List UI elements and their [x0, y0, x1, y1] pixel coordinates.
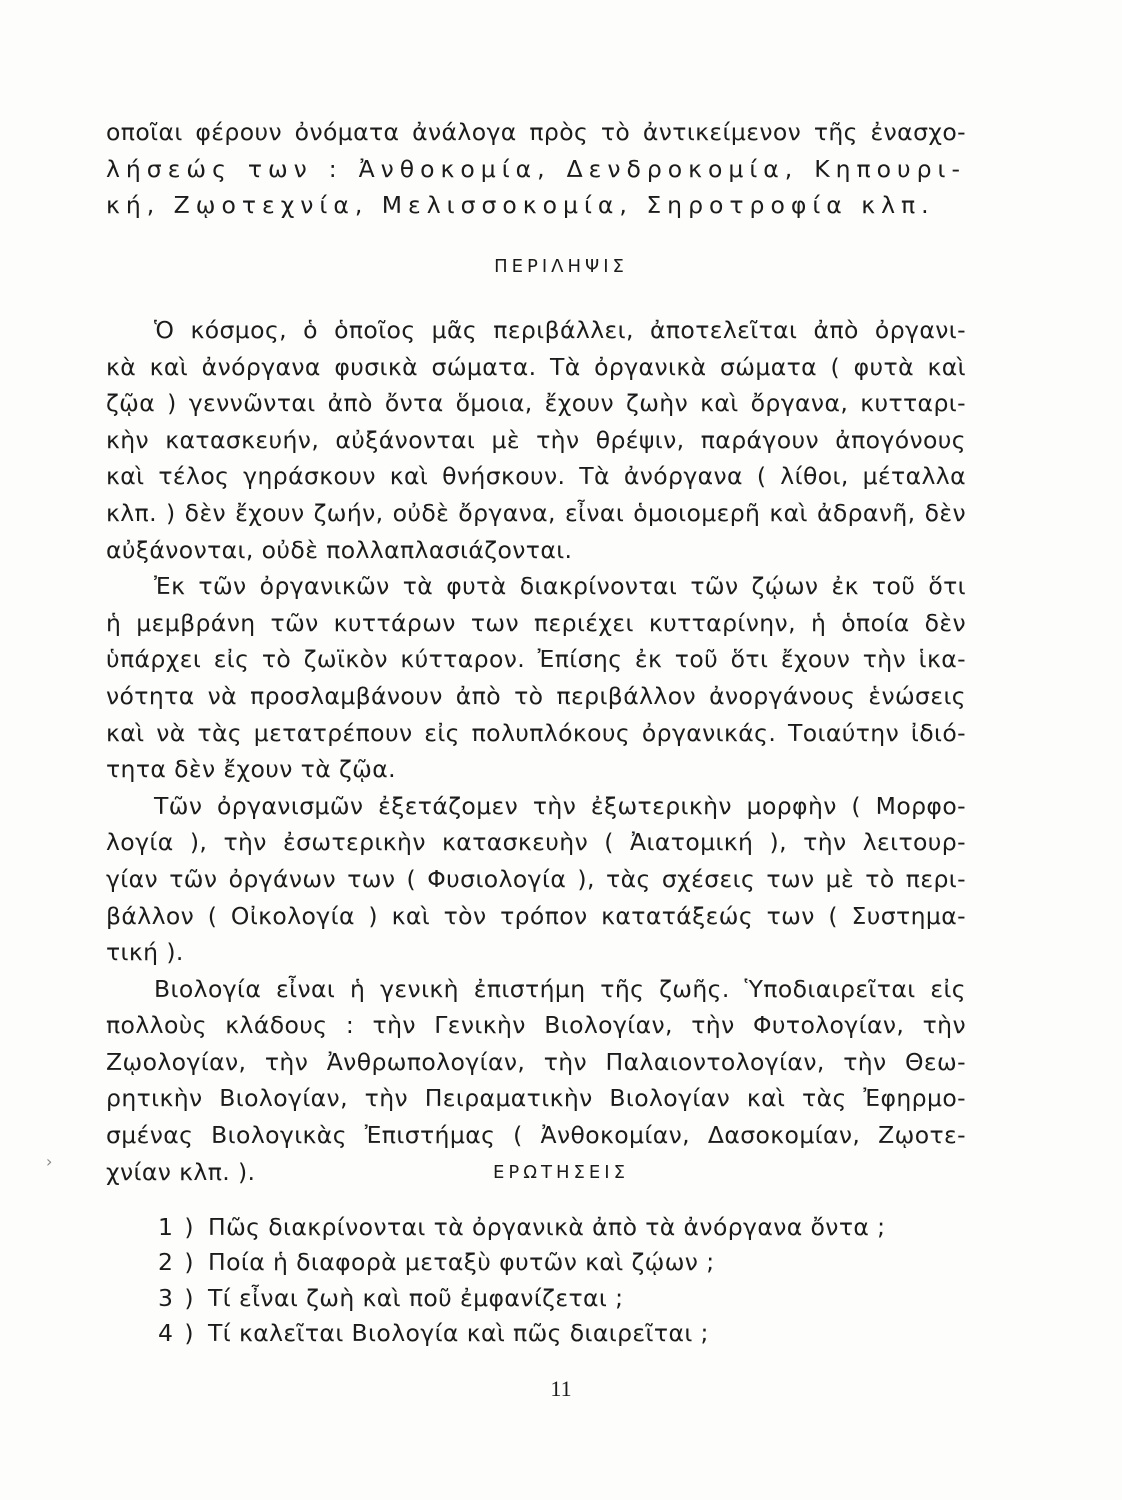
summary-line: ὑπάρχει εἰς τὸ ζωϊκὸν κύτταρον. Ἐπίσης ἐκ τοῦ ὅτι ἔχουν τὴν ἱκα- [106, 645, 966, 674]
summary-line: Ζῳολογίαν, τὴν Ἀνθρωπολογίαν, τὴν Παλαιοντολογίαν, τὴν Θεω- [106, 1047, 966, 1076]
question-number: 4 ) [158, 1318, 196, 1347]
summary-line: τική ). [106, 938, 184, 967]
summary-text [106, 312, 966, 1190]
summary-line: λογία ), τὴν ἐσωτερικὴν κατασκευὴν ( Ἀιατομική ), τὴν λειτουρ- [106, 828, 966, 857]
question-text: Τί καλεῖται Βιολογία καὶ πῶς διαιρεῖται ; [208, 1318, 709, 1347]
intro-line: κή, Ζῳοτεχνία, Μελισσοκομία, Σηροτροφία κλπ. [106, 191, 935, 220]
margin-mark: › [46, 1152, 53, 1171]
summary-line: ρητικὴν Βιολογίαν, τὴν Πειραματικὴν Βιολογίαν καὶ τὰς Ἐφηρμο- [106, 1084, 966, 1113]
summary-line: κὴν κατασκευήν, αὐξάνονται μὲ τὴν θρέψιν, παράγουν ἀπογόνους [106, 425, 966, 454]
question-number: 2 ) [158, 1248, 196, 1277]
summary-line: καὶ τέλος γηράσκουν καὶ θνήσκουν. Τὰ ἀνόργανα ( λίθοι, μέταλλα [106, 462, 966, 491]
intro-line: οποῖαι φέρουν ὀνόματα ἀνάλογα πρὸς τὸ ἀντικείμενον τῆς ἐνασχο- [106, 118, 966, 146]
summary-line: ἡ μεμβράνη τῶν κυττάρων των περιέχει κυτταρίνην, ἡ ὁποία δὲν [106, 608, 966, 637]
summary-line: πολλοὺς κλάδους : τὴν Γενικὴν Βιολογίαν, τὴν Φυτολογίαν, τὴν [106, 1011, 966, 1040]
summary-line: αὐξάνονται, οὐδὲ πολλαπλασιάζονται. [106, 535, 573, 564]
question-item [158, 1281, 858, 1316]
question-item [158, 1245, 858, 1280]
summary-line: κὰ καὶ ἀνόργανα φυσικὰ σώματα. Τὰ ὀργανικὰ σώματα ( φυτὰ καὶ [106, 352, 966, 381]
summary-line: Βιολογία εἶναι ἡ γενικὴ ἐπιστήμη τῆς ζωῆς. Ὑποδιαιρεῖται εἰς [154, 974, 966, 1003]
summary-line: καὶ νὰ τὰς μετατρέπουν εἰς πολυπλόκους ὀργανικάς. Τοιαύτην ἰδιό- [106, 718, 966, 747]
summary-line: βάλλον ( Οἰκολογία ) καὶ τὸν τρόπον κατατάξεώς των ( Συστημα- [106, 901, 966, 930]
question-number: 3 ) [158, 1283, 196, 1312]
summary-heading: ΠΕΡΙΛΗΨΙΣ [494, 256, 628, 277]
question-item [158, 1316, 858, 1351]
question-item [158, 1210, 886, 1245]
summary-line: ζῷα ) γεννῶνται ἀπὸ ὄντα ὅμοια, ἔχουν ζωὴν καὶ ὄργανα, κυτταρι- [106, 389, 966, 418]
page-number: 11 [550, 1376, 572, 1401]
question-number: 1 ) [158, 1213, 196, 1241]
questions-list [158, 1210, 886, 1351]
summary-line: γίαν τῶν ὀργάνων των ( Φυσιολογία ), τὰς σχέσεις των μὲ τὸ περι- [106, 864, 966, 893]
summary-line: κλπ. ) δὲν ἔχουν ζωήν, οὐδὲ ὄργανα, εἶναι ὁμοιομερῆ καὶ ἀδρανῆ, δὲν [106, 498, 966, 527]
question-text: Ποία ἡ διαφορὰ μεταξὺ φυτῶν καὶ ζῴων ; [208, 1248, 715, 1277]
summary-line: χνίαν κλπ. ). [106, 1157, 256, 1186]
summary-line: νότητα νὰ προσλαμβάνουν ἀπὸ τὸ περιβάλλον ἀνοργάνους ἑνώσεις [106, 681, 966, 710]
question-text: Τί εἶναι ζωὴ καὶ ποῦ ἐμφανίζεται ; [208, 1283, 624, 1312]
summary-line: Ὁ κόσμος, ὁ ὁποῖος μᾶς περιβάλλει, ἀποτελεῖται ἀπὸ ὀργανι- [154, 316, 966, 344]
summary-line: Ἐκ τῶν ὀργανικῶν τὰ φυτὰ διακρίνονται τῶν ζῴων ἐκ τοῦ ὅτι [154, 572, 966, 601]
questions-heading: ΕΡΩΤΗΣΕΙΣ [493, 1162, 629, 1183]
summary-line: σμένας Βιολογικὰς Ἐπιστήμας ( Ἀνθοκομίαν, Δασοκομίαν, Ζῳοτε- [106, 1121, 966, 1150]
summary-line: τητα δὲν ἔχουν τὰ ζῷα. [106, 755, 397, 784]
intro-paragraph [106, 114, 966, 224]
intro-line: λήσεώς των : Ἀνθοκομία, Δενδροκομία, Κηπουρι- [106, 154, 966, 183]
summary-line: Τῶν ὀργανισμῶν ἐξετάζομεν τὴν ἐξωτερικὴν μορφὴν ( Μορφο- [154, 791, 966, 820]
question-text: Πῶς διακρίνονται τὰ ὀργανικὰ ἀπὸ τὰ ἀνόργανα ὄντα ; [208, 1213, 886, 1241]
